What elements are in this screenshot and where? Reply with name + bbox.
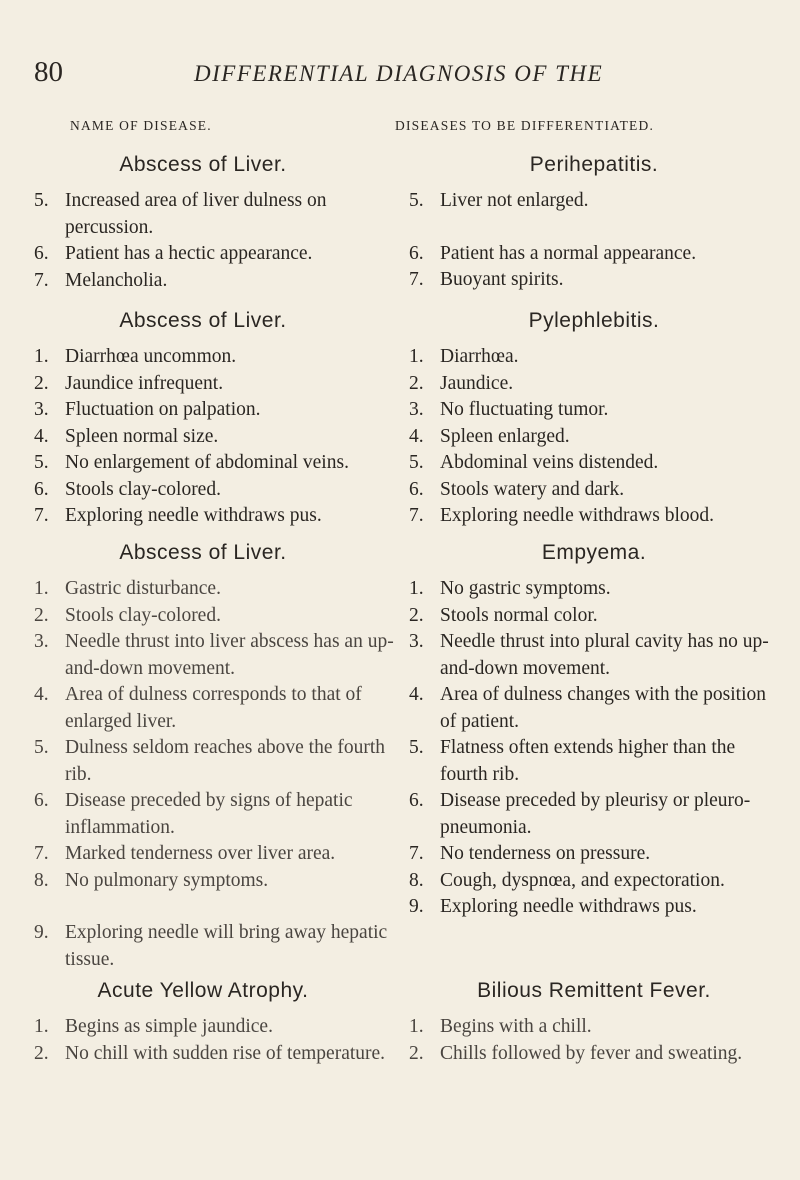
list-item: 8. Cough, dyspnœa, and expectoration.	[409, 869, 725, 891]
list-item: 7. Melancholia.	[34, 269, 168, 291]
section-title: Empyema.	[541, 541, 647, 564]
left-section-1	[34, 150, 394, 294]
list-item: 5. Dulness seldom reaches above the fourth rib.	[34, 737, 386, 785]
left-section-4	[34, 976, 394, 1067]
symptom-list	[34, 576, 394, 973]
right-section-2	[409, 306, 779, 530]
section-title: Pylephlebitis.	[528, 309, 660, 332]
list-item: 3. No fluctuating tumor.	[409, 399, 609, 420]
symptom-list	[409, 344, 779, 530]
list-item: 5. Abdominal veins distended.	[409, 452, 659, 473]
list-item: 7. Buoyant spirits.	[409, 269, 564, 290]
running-head: DIFFERENTIAL DIAGNOSIS OF THE	[194, 61, 604, 86]
list-item: 8. No pulmonary symptoms.	[34, 869, 269, 891]
list-item: 2. Stools clay-colored.	[34, 604, 221, 626]
list-item: 6. Patient has a normal appearance.	[409, 242, 697, 264]
list-item: 6. Disease preceded by pleurisy or pleuro-pneumonia.	[409, 790, 751, 838]
right-section-3	[409, 538, 779, 921]
section-title: Perihepatitis.	[529, 153, 659, 176]
left-section-2	[34, 306, 394, 530]
page-header	[34, 52, 774, 96]
list-item: 2. No chill with sudden rise of temperature.	[34, 1042, 386, 1064]
list-item: 7. Exploring needle withdraws blood.	[409, 505, 715, 526]
page-number: 80	[34, 56, 63, 88]
list-item: 2. Jaundice.	[409, 372, 514, 394]
list-item: 3. Needle thrust into plural cavity has no up-and-down movement.	[409, 631, 769, 679]
symptom-list	[34, 188, 394, 294]
list-item: 7. Marked tenderness over liver area.	[34, 843, 336, 864]
list-item: 7. Exploring needle withdraws pus.	[34, 505, 322, 526]
symptom-list	[34, 1014, 394, 1067]
section-title: Bilious Remittent Fever.	[477, 979, 711, 1002]
right-column-heading: DISEASES TO BE DIFFERENTIATED.	[395, 118, 655, 133]
section-title: Abscess of Liver.	[119, 541, 287, 564]
list-item: 1. No gastric symptoms.	[409, 578, 611, 599]
list-item: 1. Diarrhœa.	[409, 346, 519, 367]
list-item: 4. Spleen enlarged.	[409, 425, 570, 447]
list-item: 1. Begins with a chill.	[409, 1016, 592, 1037]
list-item: 6. Disease preceded by signs of hepatic inflammation.	[34, 790, 353, 838]
list-item: 7. No tenderness on pressure.	[409, 843, 651, 864]
list-item: 5. Increased area of liver dulness on percussion.	[34, 190, 327, 238]
list-item: 2. Chills followed by fever and sweating.	[409, 1042, 743, 1064]
right-section-4	[409, 976, 779, 1067]
symptom-list	[34, 344, 394, 530]
list-item: 3. Needle thrust into liver abscess has an up-and-down movement.	[34, 631, 394, 679]
list-item: 5. Liver not enlarged.	[409, 190, 589, 211]
section-title: Abscess of Liver.	[119, 153, 287, 176]
left-column-heading: NAME OF DISEASE.	[70, 118, 212, 133]
symptom-list	[409, 1014, 779, 1067]
list-item: 1. Diarrhœa uncommon.	[34, 346, 237, 367]
list-item: 4. Area of dulness changes with the position of patient.	[409, 684, 767, 732]
section-title: Acute Yellow Atrophy.	[97, 979, 309, 1002]
left-section-3	[34, 538, 394, 973]
symptom-list	[409, 188, 779, 294]
list-item: 1. Gastric disturbance.	[34, 578, 221, 599]
list-item: 6. Stools clay-colored.	[34, 478, 221, 500]
list-item: 5. No enlargement of abdominal veins.	[34, 452, 349, 473]
list-item: 6. Patient has a hectic appearance.	[34, 243, 313, 264]
list-item: 1. Begins as simple jaundice.	[34, 1016, 273, 1037]
section-title: Abscess of Liver.	[119, 309, 287, 332]
list-item: 9. Exploring needle withdraws pus.	[409, 896, 697, 917]
list-item: 2. Stools normal color.	[409, 604, 598, 626]
list-item: 6. Stools watery and dark.	[409, 478, 625, 500]
list-item: 5. Flatness often extends higher than the fourth rib.	[409, 737, 736, 785]
list-item: 3. Fluctuation on palpation.	[34, 399, 261, 420]
list-item: 2. Jaundice infrequent.	[34, 372, 224, 394]
right-section-1	[409, 150, 779, 294]
list-item: 4. Area of dulness corresponds to that of enlarged liver.	[34, 684, 362, 732]
list-item: 9. Exploring needle will bring away hepatic tissue.	[34, 922, 388, 970]
symptom-list	[409, 576, 779, 921]
list-item: 4. Spleen normal size.	[34, 425, 219, 447]
